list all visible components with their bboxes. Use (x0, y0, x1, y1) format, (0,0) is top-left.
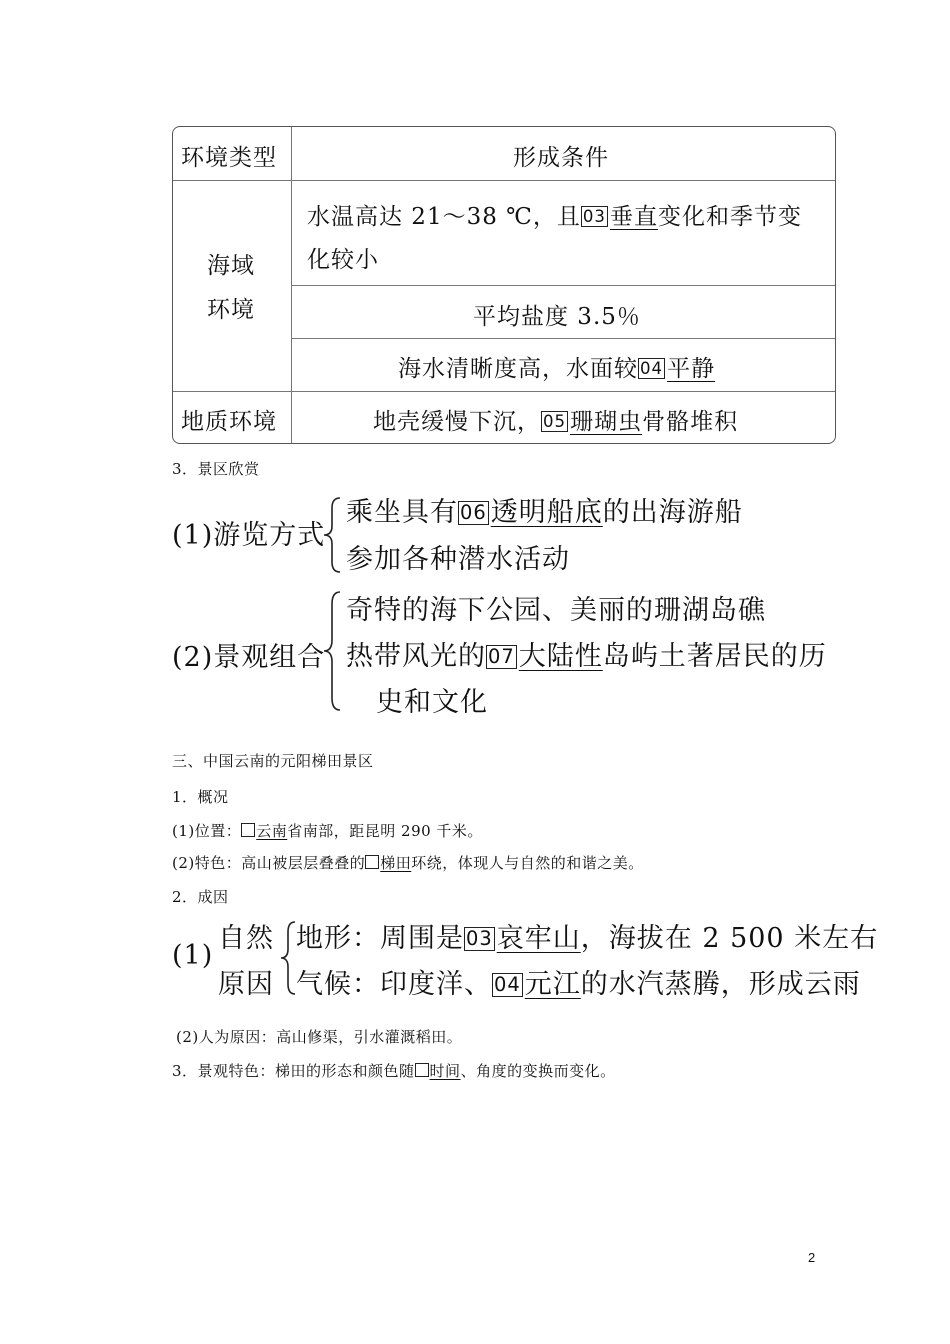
natural-label-2: 原因 (218, 969, 274, 1000)
blank-number: 04 (640, 359, 664, 379)
answer: 平静 (667, 356, 716, 382)
landscape-line: 3．景观特色：梯田的形态和颜色随 时间、角度的变换而变化。 (172, 1062, 616, 1080)
blank-box-icon (241, 823, 255, 837)
answer: 大陆性 (518, 641, 603, 672)
row1-line2: 化较小 (307, 247, 379, 273)
answer: 云南 (256, 822, 288, 840)
brace-icon (322, 590, 344, 712)
part-title: 三、中国云南的元阳梯田景区 (172, 752, 374, 770)
tour-line-2: 参加各种潜水活动 (346, 544, 570, 575)
geo-env-condition: 地壳缓慢下沉， 05 珊瑚虫骨骼堆积 (373, 409, 739, 435)
combo-line-3: 史和文化 (376, 687, 488, 718)
condition-table (172, 126, 836, 444)
row3-clarity: 海水清晰度高，水面较 04 平静 (398, 356, 716, 382)
blank-number: 03 (582, 207, 606, 227)
answer: 梯田 (380, 854, 412, 872)
overview-title: 1．概况 (172, 788, 229, 806)
blank-number: 04 (494, 972, 521, 996)
combo-line-2: 热带风光的 07 大陆性岛屿土著居民的历 (346, 641, 827, 672)
combo-label: (2)景观组合 (172, 642, 326, 673)
blank-box-icon (415, 1063, 429, 1077)
answer: 哀牢山 (496, 923, 581, 954)
natural-num-label: (1) (172, 940, 214, 971)
answer: 元江 (524, 969, 581, 1000)
combo-line-1: 奇特的海下公园、美丽的珊湖岛礁 (346, 595, 766, 626)
tour-line-1: 乘坐具有 06 透明船底的出海游船 (346, 497, 743, 528)
header-condition: 形成条件 (513, 145, 609, 171)
header-type: 环境类型 (181, 145, 277, 171)
tour-label: (1)游览方式 (172, 520, 326, 551)
sea-env-label-1: 海域 (207, 253, 255, 279)
location-line: (1)位置： 云南省南部，距昆明 290 千米。 (172, 822, 483, 840)
blank-box-icon (365, 855, 379, 869)
brace-icon (322, 496, 344, 574)
terrain-line: 地形：周围是 03 哀牢山，海拔在 2 500 米左右 (296, 923, 879, 954)
row1-line1: 水温高达 21～38 ℃，且 03 垂直变化和季节变 (307, 204, 802, 230)
sea-env-label-2: 环境 (207, 297, 255, 323)
answer: 透明船底 (490, 497, 603, 528)
blank-number: 05 (543, 412, 567, 432)
section-title: 3．景区欣赏 (172, 460, 260, 478)
row2-salinity: 平均盐度 3.5％ (473, 304, 641, 330)
page-number: 2 (808, 1250, 816, 1265)
answer: 垂直 (609, 204, 658, 230)
blank-number: 06 (460, 500, 487, 524)
feature-line: (2)特色：高山被层层叠叠的 梯田环绕，体现人与自然的和谐之美。 (172, 854, 644, 872)
answer: 珊瑚虫 (570, 409, 643, 435)
climate-line: 气候：印度洋、 04 元江的水汽蒸腾，形成云雨 (296, 969, 861, 1000)
natural-label-1: 自然 (218, 923, 274, 954)
geo-env-label: 地质环境 (181, 409, 277, 435)
blank-number: 07 (488, 644, 515, 668)
cause-title: 2．成因 (172, 888, 229, 906)
human-cause-line: (2)人为原因：高山修渠，引水灌溉稻田。 (176, 1028, 463, 1046)
blank-number: 03 (466, 926, 493, 950)
answer: 时间 (429, 1062, 461, 1080)
